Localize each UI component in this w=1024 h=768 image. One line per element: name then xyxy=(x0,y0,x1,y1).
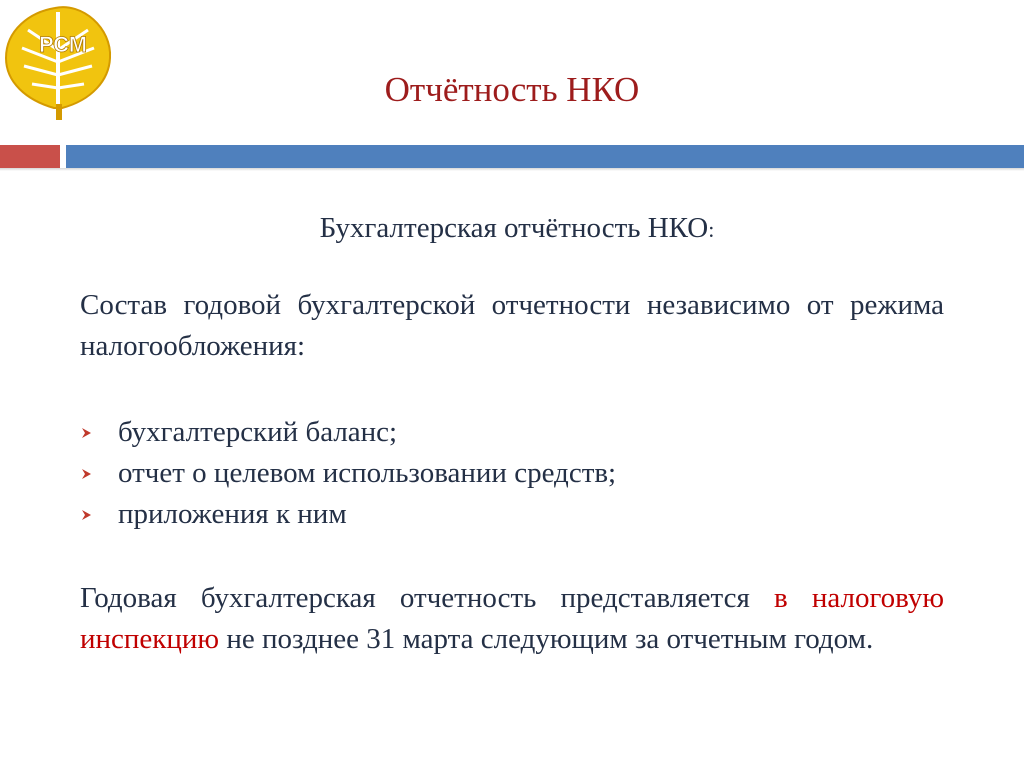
logo-text: РСМ xyxy=(38,32,88,57)
arrow-bullet-icon xyxy=(80,426,94,440)
list-item-text: отчет о целевом использовании средств; xyxy=(118,457,617,489)
report-list xyxy=(80,412,944,535)
section-subtitle-colon: : xyxy=(708,217,715,242)
accent-bar-blue xyxy=(66,145,1024,168)
section-subtitle-text: Бухгалтерская отчётность НКО xyxy=(319,212,709,244)
arrow-bullet-icon xyxy=(80,508,94,522)
closing-text-after: не позднее 31 марта следующим за отчетным годом. xyxy=(219,623,874,655)
list-item xyxy=(80,494,944,535)
bar-shadow xyxy=(0,168,1024,171)
list-item-text: бухгалтерский баланс; xyxy=(118,416,398,448)
list-item xyxy=(80,412,944,453)
slide-title: Отчётность НКО xyxy=(384,70,640,109)
closing-paragraph xyxy=(80,578,944,660)
arrow-bullet-icon xyxy=(80,467,94,481)
list-item xyxy=(80,453,944,494)
tax-office-highlight: в налоговую инспекцию xyxy=(80,582,944,655)
list-item-text: приложения к ним xyxy=(118,498,347,530)
slide-content xyxy=(80,208,944,660)
section-subtitle xyxy=(90,208,944,250)
intro-paragraph: Состав годовой бухгалтерской отчетности независимо от режима налогообложения: xyxy=(80,289,944,362)
accent-bar-red xyxy=(0,145,60,168)
closing-text-before: Годовая бухгалтерская отчетность представляется xyxy=(80,582,774,614)
